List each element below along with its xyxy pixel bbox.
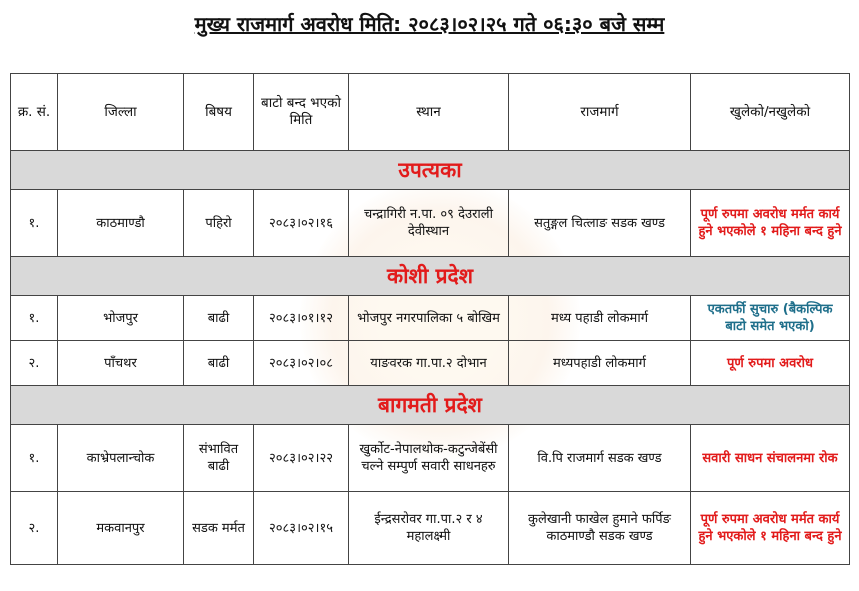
table-row: [11, 190, 850, 257]
cell-district: मकवानपुर: [58, 492, 184, 565]
header-highway: राजमार्ग: [509, 74, 691, 151]
header-status: खुलेको/नखुलेको: [691, 74, 850, 151]
cell-location: याङवरक गा.पा.२ दोभान: [349, 341, 509, 386]
cell-date: २०८३।०२।१६: [254, 190, 349, 257]
section-title: कोशी प्रदेश: [11, 257, 850, 296]
cell-location: खुर्कोट-नेपालथोक-कटुन्जेबेंसी चल्ने सम्पुर्ण सवारी साधनहरु: [349, 425, 509, 492]
cell-highway: वि.पि राजमार्ग सडक खण्ड: [509, 425, 691, 492]
cell-date: २०८३।०२।१५: [254, 492, 349, 565]
cell-highway: सतुङ्गल चित्लाङ सडक खण्ड: [509, 190, 691, 257]
cell-district: भोजपुर: [58, 296, 184, 341]
cell-date: २०८३।०२।०८: [254, 341, 349, 386]
section-title: उपत्यका: [11, 151, 850, 190]
header-location: स्थान: [349, 74, 509, 151]
cell-highway: मध्यपहाडी लोकमार्ग: [509, 341, 691, 386]
cell-sn: १.: [11, 425, 58, 492]
cell-subject: पहिरो: [184, 190, 254, 257]
cell-sn: १.: [11, 190, 58, 257]
cell-status: पूर्ण रुपमा अवरोध मर्मत कार्य हुने भएकोले १ महिना बन्द हुने: [691, 190, 850, 257]
header-sn: क्र. सं.: [11, 74, 58, 151]
table-row: [11, 296, 850, 341]
cell-sn: २.: [11, 492, 58, 565]
cell-date: २०८३।०१।१२: [254, 296, 349, 341]
header-date: बाटो बन्द भएको मिति: [254, 74, 349, 151]
cell-location: भोजपुर नगरपालिका ५ बोखिम: [349, 296, 509, 341]
cell-district: काभ्रेपलान्चोक: [58, 425, 184, 492]
page-title: मुख्य राजमार्ग अवरोध मिति: २०८३।०२।२५ गते ०६:३० बजे सम्म: [194, 12, 665, 36]
highway-blockage-table: [10, 73, 850, 565]
header-district: जिल्ला: [58, 74, 184, 151]
cell-subject: बाढी: [184, 341, 254, 386]
cell-highway: मध्य पहाडी लोकमार्ग: [509, 296, 691, 341]
cell-district: पाँचथर: [58, 341, 184, 386]
cell-subject: बाढी: [184, 296, 254, 341]
cell-sn: १.: [11, 296, 58, 341]
cell-status: सवारी साधन संचालनमा रोक: [691, 425, 850, 492]
cell-status: एकतर्फी सुचारु (बैकल्पिक बाटो समेत भएको): [691, 296, 850, 341]
cell-subject: सडक मर्मत: [184, 492, 254, 565]
cell-location: चन्द्रागिरी न.पा. ०९ देउराली देवीस्थान: [349, 190, 509, 257]
section-row-koshi: [11, 257, 850, 296]
section-title: बागमती प्रदेश: [11, 386, 850, 425]
cell-status: पूर्ण रुपमा अवरोध: [691, 341, 850, 386]
table-row: [11, 341, 850, 386]
header-subject: बिषय: [184, 74, 254, 151]
table-row: [11, 425, 850, 492]
cell-subject: संभावित बाढी: [184, 425, 254, 492]
section-row-bagmati: [11, 386, 850, 425]
cell-status: पूर्ण रुपमा अवरोध मर्मत कार्य हुने भएकोले १ महिना बन्द हुने: [691, 492, 850, 565]
table-row: [11, 492, 850, 565]
table-header-row: [11, 74, 850, 151]
cell-date: २०८३।०२।२२: [254, 425, 349, 492]
cell-highway: कुलेखानी फाखेल हुमाने फर्पिङ काठमाण्डौ सडक खण्ड: [509, 492, 691, 565]
cell-district: काठमाण्डौ: [58, 190, 184, 257]
cell-sn: २.: [11, 341, 58, 386]
cell-location: ईन्द्रसरोवर गा.पा.२ र ४ महालक्ष्मी: [349, 492, 509, 565]
section-row-valley: [11, 151, 850, 190]
